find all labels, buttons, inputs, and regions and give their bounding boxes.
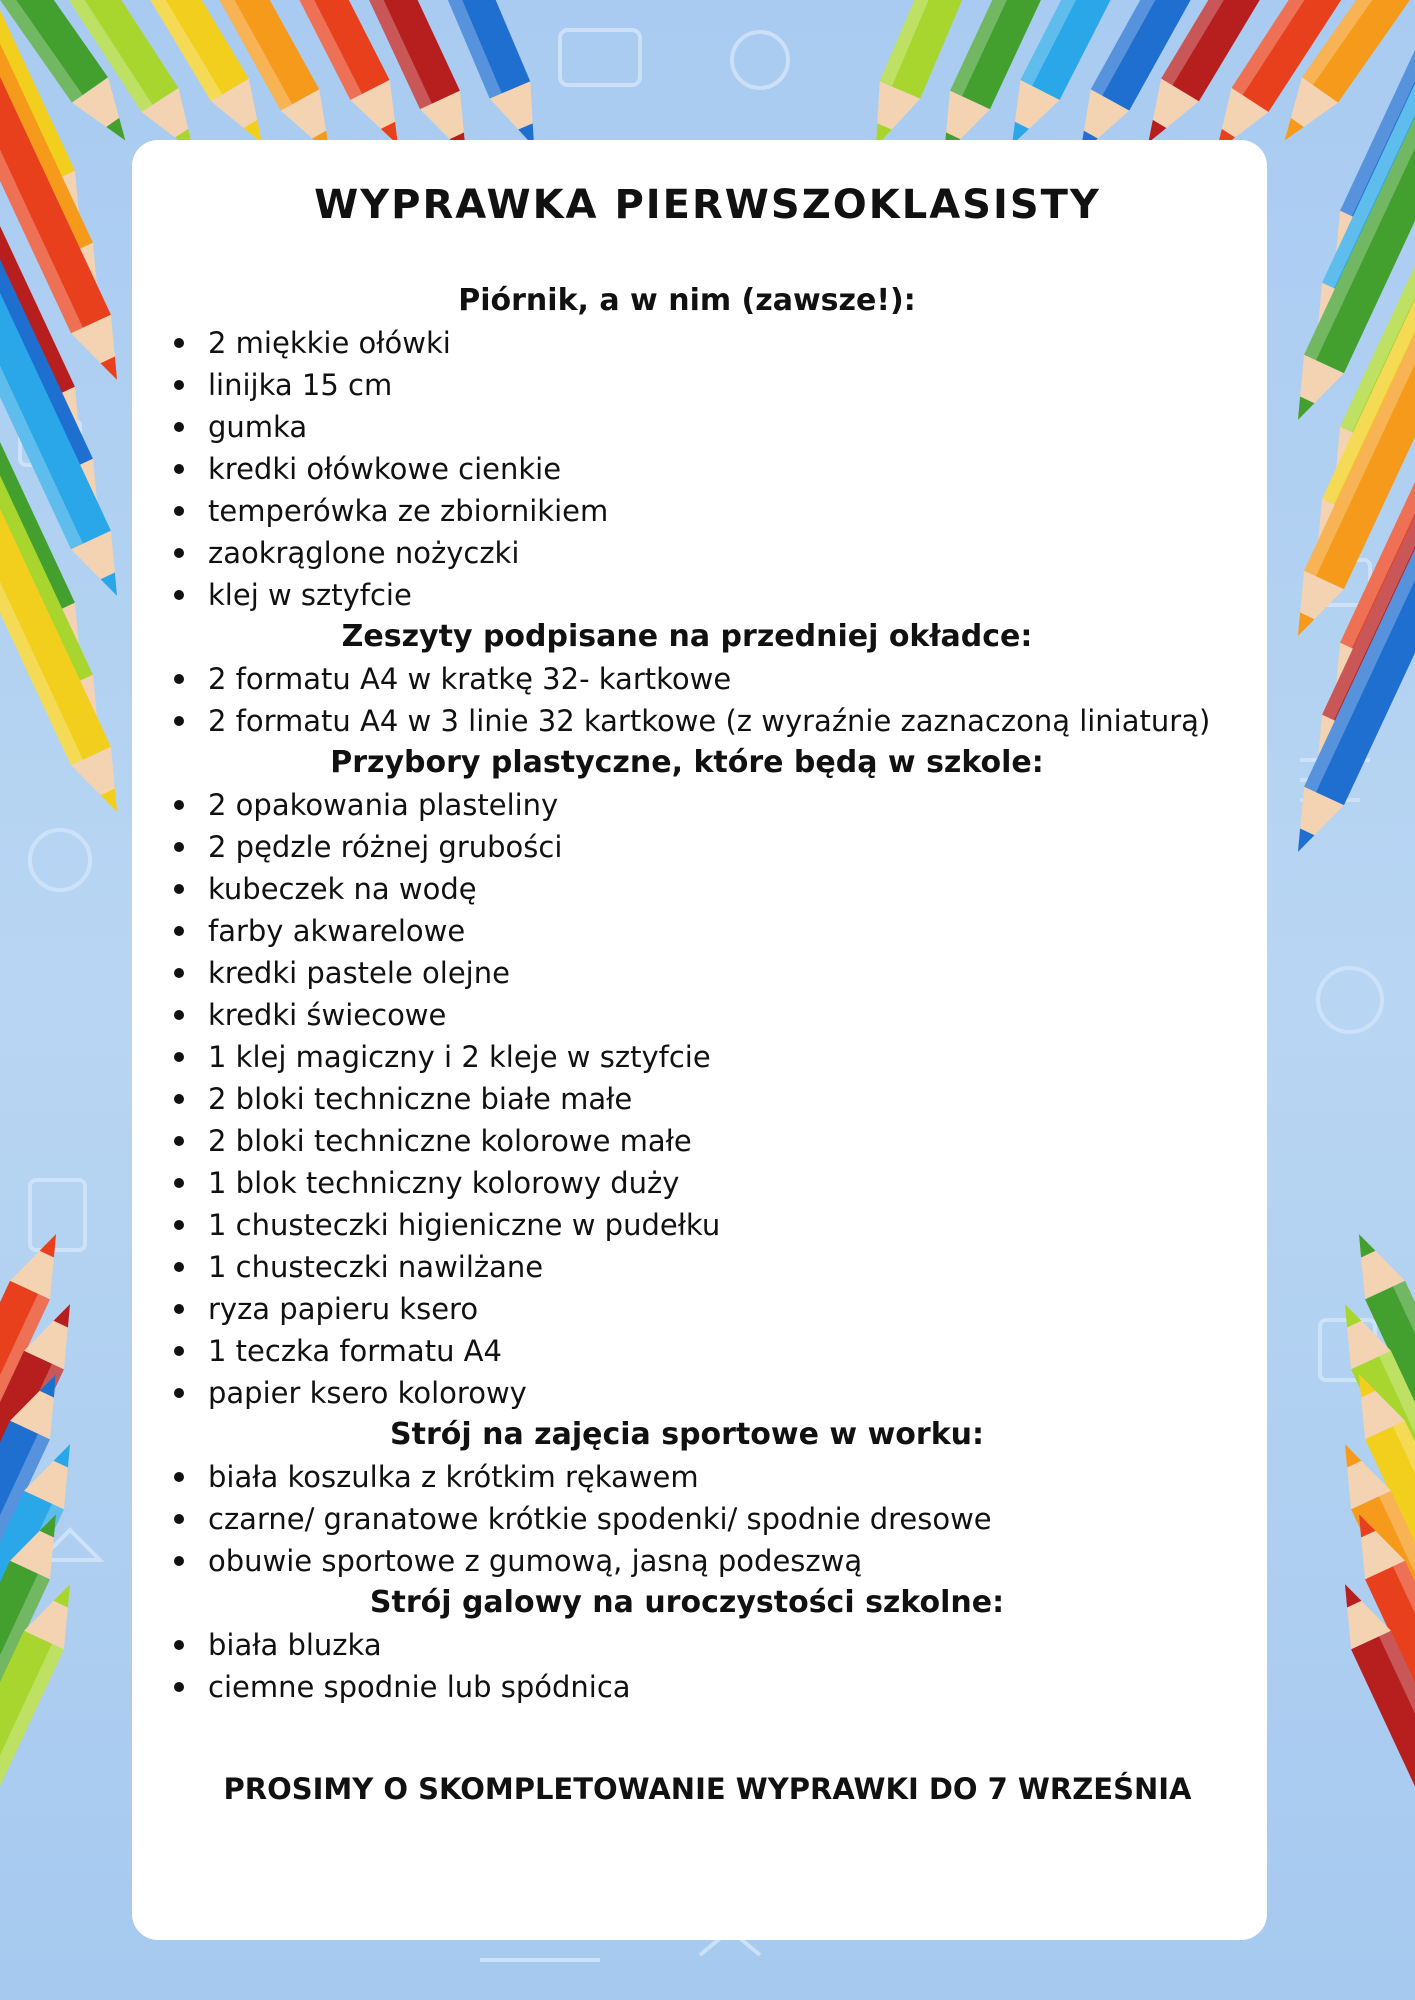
section-heading: Piórnik, a w nim (zawsze!): — [458, 283, 916, 318]
section-list — [172, 784, 1202, 1414]
list-item: ciemne spodnie lub spódnica — [172, 1666, 1202, 1708]
list-item: kubeczek na wodę — [172, 868, 1202, 910]
list-item: czarne/ granatowe krótkie spodenki/ spodnie dresowe — [172, 1498, 1202, 1540]
section-list — [172, 1456, 1202, 1582]
section-heading: Strój na zajęcia sportowe w worku: — [390, 1417, 984, 1452]
section-heading: Zeszyty podpisane na przedniej okładce: — [341, 619, 1033, 654]
list-item: 1 chusteczki higieniczne w pudełku — [172, 1204, 1202, 1246]
list-item: 1 klej magiczny i 2 kleje w sztyfcie — [172, 1036, 1202, 1078]
list-item: zaokrąglone nożyczki — [172, 532, 1202, 574]
list-item: kredki świecowe — [172, 994, 1202, 1036]
list-item: 1 teczka formatu A4 — [172, 1330, 1202, 1372]
list-item: kredki ołówkowe cienkie — [172, 448, 1202, 490]
list-item: linijka 15 cm — [172, 364, 1202, 406]
section-list — [172, 658, 1211, 742]
list-item: kredki pastele olejne — [172, 952, 1202, 994]
list-item: farby akwarelowe — [172, 910, 1202, 952]
list-item: gumka — [172, 406, 1202, 448]
completion-notice: PROSIMY O SKOMPLETOWANIE WYPRAWKI DO 7 WRZEŚNIA — [223, 1772, 1192, 1806]
list-item: 1 blok techniczny kolorowy duży — [172, 1162, 1202, 1204]
list-item: 2 bloki techniczne kolorowe małe — [172, 1120, 1202, 1162]
list-item: biała bluzka — [172, 1624, 1202, 1666]
section-heading: Strój galowy na uroczystości szkolne: — [369, 1585, 1005, 1620]
list-item: obuwie sportowe z gumową, jasną podeszwą — [172, 1540, 1202, 1582]
supply-list — [172, 280, 1211, 1708]
list-item: temperówka ze zbiornikiem — [172, 490, 1202, 532]
section-heading: Przybory plastyczne, które będą w szkole: — [330, 745, 1044, 780]
section-list — [172, 1624, 1202, 1708]
list-item: ryza papieru ksero — [172, 1288, 1202, 1330]
list-item: 2 opakowania plasteliny — [172, 784, 1202, 826]
list-item: 2 formatu A4 w kratkę 32- kartkowe — [172, 658, 1202, 700]
list-item: 2 bloki techniczne białe małe — [172, 1078, 1202, 1120]
list-item: 1 chusteczki nawilżane — [172, 1246, 1202, 1288]
list-item: 2 formatu A4 w 3 linie 32 kartkowe (z wyraźnie zaznaczoną liniaturą) — [172, 700, 1202, 742]
list-item: klej w sztyfcie — [172, 574, 1202, 616]
list-item: 2 miękkie ołówki — [172, 322, 1202, 364]
list-item: 2 pędzle różnej grubości — [172, 826, 1202, 868]
list-item: papier ksero kolorowy — [172, 1372, 1202, 1414]
page-title: WYPRAWKA PIERWSZOKLASISTY — [314, 182, 1101, 228]
list-item: biała koszulka z krótkim rękawem — [172, 1456, 1202, 1498]
section-list — [172, 322, 1202, 616]
